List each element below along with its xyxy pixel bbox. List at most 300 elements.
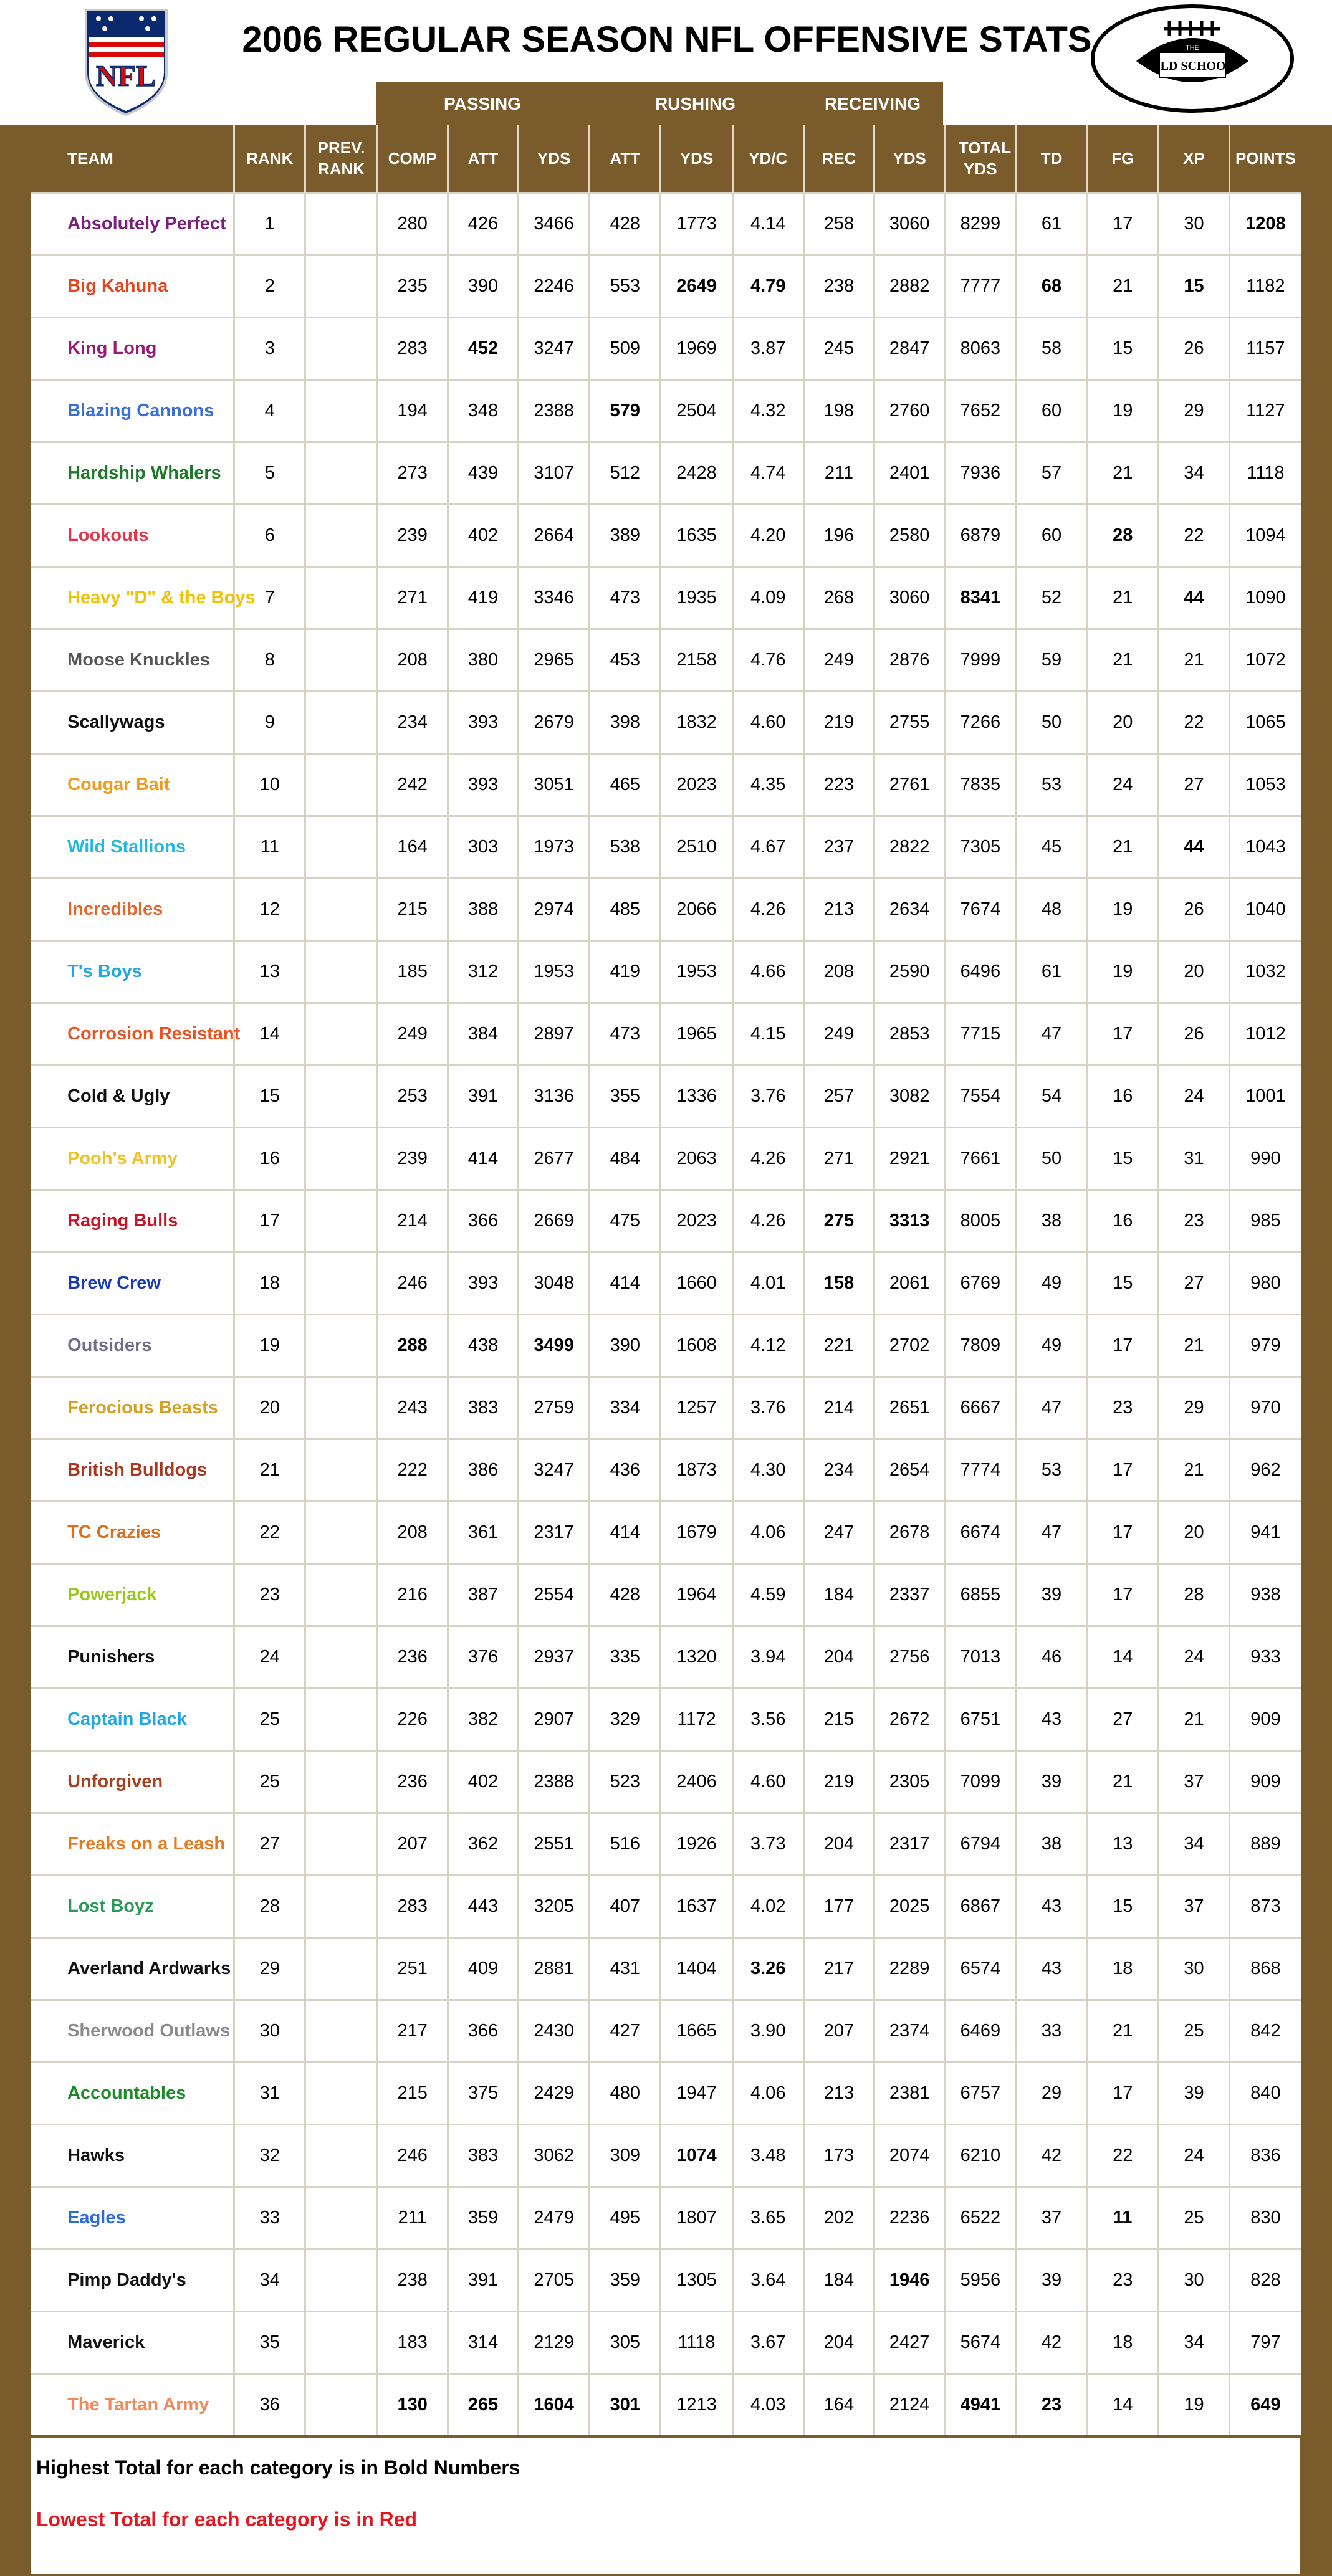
cell-rec-yds: 2401 xyxy=(874,442,945,505)
cell-rush-yds: 2510 xyxy=(661,816,732,879)
cell-td: 23 xyxy=(1016,2374,1087,2436)
cell-pass-comp: 208 xyxy=(377,629,448,692)
cell-fg: 14 xyxy=(1087,2374,1158,2436)
row-edge-right xyxy=(1301,2312,1332,2374)
row-edge-right xyxy=(1301,629,1332,692)
cell-prev-rank xyxy=(305,567,377,629)
row-edge-left xyxy=(0,1626,31,1689)
cell-pass-yds: 3205 xyxy=(519,1876,590,1938)
cell-rec: 204 xyxy=(803,1626,874,1689)
cell-points: 933 xyxy=(1230,1626,1301,1689)
row-edge-right xyxy=(1301,1128,1332,1190)
cell-pass-yds: 3466 xyxy=(519,193,590,255)
cell-rush-ydc: 4.67 xyxy=(732,816,803,879)
cell-pass-att: 383 xyxy=(448,1377,518,1439)
cell-rec-yds: 2580 xyxy=(874,505,945,567)
row-edge-left xyxy=(0,318,31,380)
cell-team: Freaks on a Leash xyxy=(31,1813,234,1876)
cell-td: 43 xyxy=(1016,1689,1087,1751)
row-edge-right xyxy=(1301,2063,1332,2125)
cell-rec-yds: 2702 xyxy=(874,1315,945,1377)
cell-pass-yds: 2937 xyxy=(519,1626,590,1689)
cell-total-yds: 8063 xyxy=(945,318,1016,380)
table-row xyxy=(0,879,1332,941)
cell-prev-rank xyxy=(305,1003,377,1066)
cell-rec-yds: 2756 xyxy=(874,1626,945,1689)
cell-rush-att: 301 xyxy=(590,2374,661,2436)
cell-total-yds: 8341 xyxy=(945,567,1016,629)
cell-rec-yds: 3060 xyxy=(874,193,945,255)
cell-td: 29 xyxy=(1016,2063,1087,2125)
cell-rush-yds: 1947 xyxy=(661,2063,732,2125)
cell-rush-att: 427 xyxy=(590,2000,661,2063)
cell-pass-comp: 280 xyxy=(377,193,448,255)
cell-pass-yds: 2669 xyxy=(519,1190,590,1252)
column-header-rush-yds: YDS xyxy=(661,125,732,193)
cell-rush-att: 431 xyxy=(590,1938,661,2000)
cell-pass-comp: 273 xyxy=(377,442,448,505)
cell-rush-ydc: 4.32 xyxy=(732,380,803,442)
cell-pass-att: 391 xyxy=(448,2249,518,2312)
cell-total-yds: 6210 xyxy=(945,2125,1016,2187)
header-edge-right xyxy=(1301,125,1332,193)
cell-prev-rank xyxy=(305,1377,377,1439)
cell-pass-yds: 2664 xyxy=(519,505,590,567)
row-edge-right xyxy=(1301,193,1332,255)
row-edge-left xyxy=(0,1252,31,1315)
cell-pass-att: 348 xyxy=(448,380,518,442)
cell-pass-comp: 208 xyxy=(377,1502,448,1564)
row-edge-right xyxy=(1301,879,1332,941)
cell-fg: 21 xyxy=(1087,816,1158,879)
cell-rank: 2 xyxy=(234,255,305,318)
cell-points: 909 xyxy=(1230,1689,1301,1751)
cell-rec: 213 xyxy=(803,879,874,941)
cell-td: 46 xyxy=(1016,1626,1087,1689)
cell-rush-att: 335 xyxy=(590,1626,661,1689)
cell-rank: 36 xyxy=(234,2374,305,2436)
cell-fg: 22 xyxy=(1087,2125,1158,2187)
cell-rec-yds: 2289 xyxy=(874,1938,945,2000)
cell-pass-yds: 2907 xyxy=(519,1689,590,1751)
cell-xp: 37 xyxy=(1158,1876,1229,1938)
cell-pass-comp: 239 xyxy=(377,1128,448,1190)
cell-total-yds: 6522 xyxy=(945,2187,1016,2249)
cell-xp: 20 xyxy=(1158,941,1229,1003)
cell-team: Brew Crew xyxy=(31,1252,234,1315)
cell-pass-yds: 2679 xyxy=(519,692,590,754)
cell-pass-yds: 2554 xyxy=(519,1564,590,1626)
cell-rush-yds: 2504 xyxy=(661,380,732,442)
cell-rec-yds: 2634 xyxy=(874,879,945,941)
cell-total-yds: 4941 xyxy=(945,2374,1016,2436)
cell-fg: 20 xyxy=(1087,692,1158,754)
cell-td: 61 xyxy=(1016,941,1087,1003)
cell-prev-rank xyxy=(305,193,377,255)
cell-total-yds: 6574 xyxy=(945,1938,1016,2000)
cell-prev-rank xyxy=(305,629,377,692)
cell-points: 873 xyxy=(1230,1876,1301,1938)
cell-rush-yds: 2023 xyxy=(661,1190,732,1252)
cell-rec: 217 xyxy=(803,1938,874,2000)
cell-rush-ydc: 4.59 xyxy=(732,1564,803,1626)
cell-rank: 5 xyxy=(234,442,305,505)
cell-prev-rank xyxy=(305,1066,377,1128)
cell-rec: 211 xyxy=(803,442,874,505)
cell-team: Pooh's Army xyxy=(31,1128,234,1190)
cell-rush-att: 390 xyxy=(590,1315,661,1377)
cell-rank: 9 xyxy=(234,692,305,754)
column-header-total-yds xyxy=(945,125,1016,193)
cell-fg: 27 xyxy=(1087,1689,1158,1751)
cell-xp: 34 xyxy=(1158,1813,1229,1876)
cell-td: 47 xyxy=(1016,1003,1087,1066)
cell-points: 1118 xyxy=(1230,442,1301,505)
row-edge-left xyxy=(0,754,31,816)
cell-xp: 44 xyxy=(1158,816,1229,879)
cell-points: 1032 xyxy=(1230,941,1301,1003)
cell-rush-att: 495 xyxy=(590,2187,661,2249)
row-edge-right xyxy=(1301,2187,1332,2249)
cell-rush-att: 329 xyxy=(590,1689,661,1751)
cell-rank: 4 xyxy=(234,380,305,442)
cell-xp: 39 xyxy=(1158,2063,1229,2125)
cell-xp: 26 xyxy=(1158,879,1229,941)
cell-td: 60 xyxy=(1016,380,1087,442)
cell-pass-yds: 2897 xyxy=(519,1003,590,1066)
cell-pass-att: 380 xyxy=(448,629,518,692)
cell-td: 47 xyxy=(1016,1377,1087,1439)
cell-rush-ydc: 3.90 xyxy=(732,2000,803,2063)
cell-pass-yds: 2429 xyxy=(519,2063,590,2125)
svg-text:NFL: NFL xyxy=(96,60,156,93)
cell-total-yds: 8005 xyxy=(945,1190,1016,1252)
cell-points: 990 xyxy=(1230,1128,1301,1190)
cell-xp: 30 xyxy=(1158,1938,1229,2000)
cell-rank: 17 xyxy=(234,1190,305,1252)
cell-points: 1043 xyxy=(1230,816,1301,879)
cell-rush-ydc: 4.76 xyxy=(732,629,803,692)
cell-points: 962 xyxy=(1230,1439,1301,1502)
cell-xp: 34 xyxy=(1158,442,1229,505)
cell-rec: 221 xyxy=(803,1315,874,1377)
cell-rush-yds: 1953 xyxy=(661,941,732,1003)
cell-td: 61 xyxy=(1016,193,1087,255)
cell-points: 909 xyxy=(1230,1751,1301,1813)
cell-points: 1040 xyxy=(1230,879,1301,941)
cell-pass-yds: 2881 xyxy=(519,1938,590,2000)
cell-pass-att: 312 xyxy=(448,941,518,1003)
cell-rush-ydc: 4.60 xyxy=(732,1751,803,1813)
cell-rush-yds: 2066 xyxy=(661,879,732,941)
table-row xyxy=(0,2063,1332,2125)
cell-total-yds: 6879 xyxy=(945,505,1016,567)
cell-xp: 37 xyxy=(1158,1751,1229,1813)
cell-rank: 6 xyxy=(234,505,305,567)
cell-pass-att: 303 xyxy=(448,816,518,879)
cell-total-yds: 7835 xyxy=(945,754,1016,816)
svg-text:OLD SCHOOL: OLD SCHOOL xyxy=(1151,59,1234,73)
row-edge-left xyxy=(0,2187,31,2249)
cell-rush-yds: 2428 xyxy=(661,442,732,505)
cell-xp: 31 xyxy=(1158,1128,1229,1190)
cell-xp: 34 xyxy=(1158,2312,1229,2374)
cell-rush-yds: 1935 xyxy=(661,567,732,629)
cell-pass-yds: 3247 xyxy=(519,318,590,380)
cell-rush-att: 359 xyxy=(590,2249,661,2312)
cell-rec: 204 xyxy=(803,2312,874,2374)
cell-pass-yds: 3062 xyxy=(519,2125,590,2187)
cell-td: 57 xyxy=(1016,442,1087,505)
cell-pass-comp: 242 xyxy=(377,754,448,816)
group-header-passing: PASSING xyxy=(376,82,588,126)
cell-prev-rank xyxy=(305,1315,377,1377)
cell-rec: 223 xyxy=(803,754,874,816)
table-row xyxy=(0,1876,1332,1938)
cell-rush-yds: 1807 xyxy=(661,2187,732,2249)
cell-rush-att: 398 xyxy=(590,692,661,754)
cell-rec: 177 xyxy=(803,1876,874,1938)
table-row xyxy=(0,442,1332,505)
cell-pass-yds: 2759 xyxy=(519,1377,590,1439)
cell-rush-ydc: 4.03 xyxy=(732,2374,803,2436)
cell-rush-att: 485 xyxy=(590,879,661,941)
cell-total-yds: 7554 xyxy=(945,1066,1016,1128)
cell-rush-att: 305 xyxy=(590,2312,661,2374)
cell-pass-comp: 222 xyxy=(377,1439,448,1502)
cell-rush-yds: 1679 xyxy=(661,1502,732,1564)
cell-td: 42 xyxy=(1016,2312,1087,2374)
row-edge-left xyxy=(0,1689,31,1751)
legend-red-note: Lowest Total for each category is in Red xyxy=(36,2508,418,2531)
cell-team: Ferocious Beasts xyxy=(31,1377,234,1439)
cell-td: 49 xyxy=(1016,1252,1087,1315)
cell-rec: 249 xyxy=(803,1003,874,1066)
cell-points: 941 xyxy=(1230,1502,1301,1564)
cell-rec-yds: 2672 xyxy=(874,1689,945,1751)
cell-fg: 11 xyxy=(1087,2187,1158,2249)
cell-rec: 234 xyxy=(803,1439,874,1502)
cell-total-yds: 6794 xyxy=(945,1813,1016,1876)
cell-rush-att: 428 xyxy=(590,193,661,255)
row-edge-left xyxy=(0,1439,31,1502)
cell-rush-att: 334 xyxy=(590,1377,661,1439)
cell-pass-yds: 2965 xyxy=(519,629,590,692)
cell-rush-yds: 1305 xyxy=(661,2249,732,2312)
row-edge-left xyxy=(0,2063,31,2125)
cell-pass-yds: 2388 xyxy=(519,380,590,442)
cell-xp: 28 xyxy=(1158,1564,1229,1626)
cell-prev-rank xyxy=(305,380,377,442)
cell-pass-comp: 164 xyxy=(377,816,448,879)
cell-team: Cougar Bait xyxy=(31,754,234,816)
cell-pass-comp: 246 xyxy=(377,2125,448,2187)
cell-rec: 268 xyxy=(803,567,874,629)
row-edge-right xyxy=(1301,754,1332,816)
row-edge-right xyxy=(1301,2125,1332,2187)
cell-rec-yds: 2755 xyxy=(874,692,945,754)
cell-total-yds: 6674 xyxy=(945,1502,1016,1564)
cell-rec: 257 xyxy=(803,1066,874,1128)
cell-team: Outsiders xyxy=(31,1315,234,1377)
cell-points: 889 xyxy=(1230,1813,1301,1876)
cell-total-yds: 6751 xyxy=(945,1689,1016,1751)
row-edge-left xyxy=(0,380,31,442)
cell-points: 938 xyxy=(1230,1564,1301,1626)
cell-rec: 247 xyxy=(803,1502,874,1564)
table-row xyxy=(0,1377,1332,1439)
cell-rush-yds: 2158 xyxy=(661,629,732,692)
cell-points: 842 xyxy=(1230,2000,1301,2063)
cell-xp: 21 xyxy=(1158,1689,1229,1751)
cell-prev-rank xyxy=(305,1190,377,1252)
cell-rush-yds: 2023 xyxy=(661,754,732,816)
cell-team: Accountables xyxy=(31,2063,234,2125)
cell-rec-yds: 2876 xyxy=(874,629,945,692)
cell-rank: 35 xyxy=(234,2312,305,2374)
row-edge-left xyxy=(0,1751,31,1813)
cell-rec: 219 xyxy=(803,692,874,754)
cell-rush-ydc: 3.76 xyxy=(732,1066,803,1128)
cell-xp: 24 xyxy=(1158,1626,1229,1689)
cell-rush-yds: 1257 xyxy=(661,1377,732,1439)
cell-rec-yds: 2847 xyxy=(874,318,945,380)
cell-points: 1157 xyxy=(1230,318,1301,380)
cell-prev-rank xyxy=(305,2000,377,2063)
cell-points: 1127 xyxy=(1230,380,1301,442)
column-header-fg: FG xyxy=(1087,125,1158,193)
cell-rank: 12 xyxy=(234,879,305,941)
cell-pass-att: 314 xyxy=(448,2312,518,2374)
cell-rush-yds: 1637 xyxy=(661,1876,732,1938)
row-edge-left xyxy=(0,442,31,505)
cell-pass-comp: 214 xyxy=(377,1190,448,1252)
cell-fg: 21 xyxy=(1087,629,1158,692)
cell-pass-att: 414 xyxy=(448,1128,518,1190)
cell-points: 970 xyxy=(1230,1377,1301,1439)
row-edge-right xyxy=(1301,1377,1332,1439)
cell-rank: 30 xyxy=(234,2000,305,2063)
cell-rush-ydc: 4.60 xyxy=(732,692,803,754)
row-edge-right xyxy=(1301,1315,1332,1377)
cell-prev-rank xyxy=(305,2063,377,2125)
cell-team: British Bulldogs xyxy=(31,1439,234,1502)
table-row xyxy=(0,567,1332,629)
column-header-pass-att: ATT xyxy=(448,125,518,193)
table-row xyxy=(0,1502,1332,1564)
cell-rush-yds: 1969 xyxy=(661,318,732,380)
cell-fg: 17 xyxy=(1087,1439,1158,1502)
cell-rush-ydc: 3.64 xyxy=(732,2249,803,2312)
cell-rec: 249 xyxy=(803,629,874,692)
cell-total-yds: 6757 xyxy=(945,2063,1016,2125)
cell-xp: 26 xyxy=(1158,1003,1229,1066)
cell-td: 39 xyxy=(1016,2249,1087,2312)
cell-rank: 13 xyxy=(234,941,305,1003)
cell-team: Moose Knuckles xyxy=(31,629,234,692)
cell-fg: 21 xyxy=(1087,2000,1158,2063)
cell-pass-att: 387 xyxy=(448,1564,518,1626)
cell-fg: 15 xyxy=(1087,1252,1158,1315)
cell-total-yds: 6769 xyxy=(945,1252,1016,1315)
cell-td: 59 xyxy=(1016,629,1087,692)
cell-rank: 7 xyxy=(234,567,305,629)
cell-total-yds: 6867 xyxy=(945,1876,1016,1938)
cell-rank: 25 xyxy=(234,1751,305,1813)
cell-rush-att: 453 xyxy=(590,629,661,692)
cell-pass-comp: 251 xyxy=(377,1938,448,2000)
cell-pass-comp: 183 xyxy=(377,2312,448,2374)
cell-pass-comp: 283 xyxy=(377,1876,448,1938)
cell-rush-yds: 1964 xyxy=(661,1564,732,1626)
cell-total-yds: 7936 xyxy=(945,442,1016,505)
cell-prev-rank xyxy=(305,754,377,816)
cell-rush-yds: 2649 xyxy=(661,255,732,318)
cell-fg: 15 xyxy=(1087,318,1158,380)
cell-pass-yds: 2974 xyxy=(519,879,590,941)
cell-rec: 237 xyxy=(803,816,874,879)
cell-rec-yds: 2236 xyxy=(874,2187,945,2249)
cell-rec-yds: 2317 xyxy=(874,1813,945,1876)
cell-total-yds: 7774 xyxy=(945,1439,1016,1502)
cell-xp: 20 xyxy=(1158,1502,1229,1564)
table-row xyxy=(0,2125,1332,2187)
table-row xyxy=(0,692,1332,754)
cell-pass-yds: 2677 xyxy=(519,1128,590,1190)
cell-rank: 19 xyxy=(234,1315,305,1377)
cell-pass-comp: 236 xyxy=(377,1626,448,1689)
cell-total-yds: 7777 xyxy=(945,255,1016,318)
cell-rec: 215 xyxy=(803,1689,874,1751)
cell-rank: 28 xyxy=(234,1876,305,1938)
page-title: 2006 REGULAR SEASON NFL OFFENSIVE STATS xyxy=(242,19,1092,60)
cell-pass-yds: 2551 xyxy=(519,1813,590,1876)
table-row xyxy=(0,941,1332,1003)
cell-pass-comp: 194 xyxy=(377,380,448,442)
cell-pass-att: 384 xyxy=(448,1003,518,1066)
cell-rank: 1 xyxy=(234,193,305,255)
cell-fg: 23 xyxy=(1087,2249,1158,2312)
cell-rush-yds: 1773 xyxy=(661,193,732,255)
cell-rush-ydc: 4.26 xyxy=(732,879,803,941)
cell-rec-yds: 3313 xyxy=(874,1190,945,1252)
cell-fg: 17 xyxy=(1087,1315,1158,1377)
cell-pass-yds: 2388 xyxy=(519,1751,590,1813)
cell-team: Unforgiven xyxy=(31,1751,234,1813)
cell-pass-att: 402 xyxy=(448,505,518,567)
cell-fg: 23 xyxy=(1087,1377,1158,1439)
cell-rec-yds: 3082 xyxy=(874,1066,945,1128)
cell-xp: 29 xyxy=(1158,1377,1229,1439)
cell-td: 39 xyxy=(1016,1751,1087,1813)
cell-rush-ydc: 4.02 xyxy=(732,1876,803,1938)
cell-rec-yds: 2025 xyxy=(874,1876,945,1938)
cell-rank: 20 xyxy=(234,1377,305,1439)
column-header-xp: XP xyxy=(1158,125,1229,193)
cell-pass-comp: 249 xyxy=(377,1003,448,1066)
row-edge-right xyxy=(1301,941,1332,1003)
cell-total-yds: 7809 xyxy=(945,1315,1016,1377)
cell-rush-ydc: 4.26 xyxy=(732,1128,803,1190)
cell-td: 58 xyxy=(1016,318,1087,380)
row-edge-right xyxy=(1301,1066,1332,1128)
row-edge-left xyxy=(0,629,31,692)
cell-points: 649 xyxy=(1230,2374,1301,2436)
cell-xp: 24 xyxy=(1158,1066,1229,1128)
cell-rush-att: 389 xyxy=(590,505,661,567)
cell-td: 47 xyxy=(1016,1502,1087,1564)
cell-rec: 271 xyxy=(803,1128,874,1190)
